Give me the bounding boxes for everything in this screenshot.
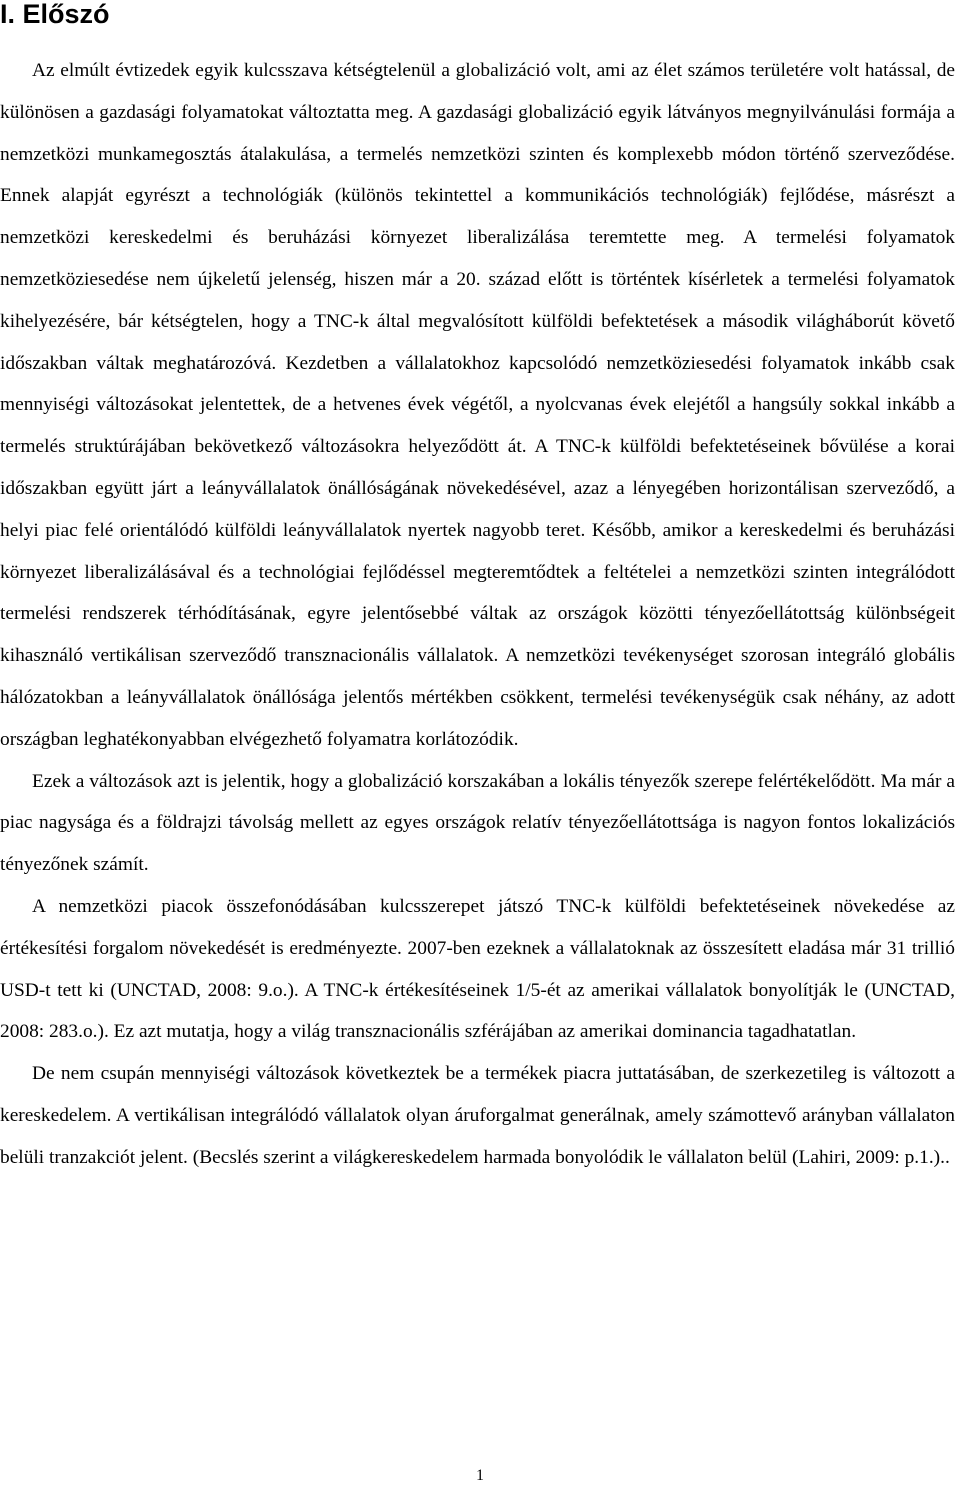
document-body [0, 50, 955, 1179]
page-number: 1 [476, 1467, 484, 1484]
paragraph-1: Az elmúlt évtizedek egyik kulcsszava kétségtelenül a globalizáció volt, ami az élet számos területére volt hatással, de különösen a gazdasági folyamatokat változtatta meg. A gazdasági globalizáció egyik látványos megnyilvánulási formája a nemzetközi munkamegosztás átalakulása, a termelés nemzetközi szinten és komplexebb módon történő szerveződése. Ennek alapját egyrészt a technológiák (különös tekintettel a kommunikációs technológiák) fejlődése, másrészt a nemzetközi kereskedelmi és beruházási környezet liberalizálása teremtette meg. A termelési folyamatok nemzetköziesedése nem újkeletű jelenség, hiszen már a 20. század előtt is történtek kísérletek a termelési folyamatok kihelyezésére, bár kétségtelen, hogy a TNC-k által megvalósított külföldi befektetések a második világháborút követő időszakban váltak meghatározóvá. Kezdetben a vállalatokhoz kapcsolódó nemzetköziesedési folyamatok inkább csak mennyiségi változásokat jelentettek, de a hetvenes évek végétől, a nyolcvanas évek elejétől a hangsúly sokkal inkább a termelés struktúrájában bekövetkező változásokra helyeződött át. A TNC-k külföldi befektetéseinek bővülése a korai időszakban együtt járt a leányvállalatok önállóságának növekedésével, azaz a lényegében horizontálisan szerveződő, a helyi piac felé orientálódó külföldi leányvállalatok nyertek nagyobb teret. Később, amikor a kereskedelmi és beruházási környezet liberalizálásával és a technológiai fejlődéssel megteremtődtek a feltételei a nemzetközi szinten integrálódott termelési rendszerek térhódításának, egyre jelentősebbé váltak az országok közötti tényezőellátottság különbségeit kihasználó vertikálisan szerveződő transznacionális vállalatok. A nemzetközi tevékenységet szorosan integráló globális hálózatokban a leányvállalatok önállósága jelentős mértékben csökkent, termelési tevékenységük csak néhány, az adott országban leghatékonyabban elvégezhető folyamatra korlátozódik. [0, 60, 955, 750]
section-heading: I. Előszó [0, 0, 110, 29]
paragraph-2: Ezek a változások azt is jelentik, hogy a globalizáció korszakában a lokális tényezők szerepe felértékelődött. Ma már a piac nagysága és a földrajzi távolság mellett az egyes országok relatív tényezőellátottsága is nagyon fontos lokalizációs tényezőnek számít. [0, 770, 955, 876]
paragraph-3: A nemzetközi piacok összefonódásában kulcsszerepet játszó TNC-k külföldi befektetéseinek növekedése az értékesítési forgalom növekedését is eredményezte. 2007-ben ezeknek a vállalatoknak az összesített eladása már 31 trillió USD-t tett ki (UNCTAD, 2008: 9.o.). A TNC-k értékesítéseinek 1/5-ét az amerikai vállalatok bonyolítják le (UNCTAD, 2008: 283.o.). Ez azt mutatja, hogy a világ transznacionális szférájában az amerikai dominancia tagadhatatlan. [0, 895, 955, 1043]
paragraph-4: De nem csupán mennyiségi változások következtek be a termékek piacra juttatásában, de szerkezetileg is változott a kereskedelem. A vertikálisan integrálódó vállalatok olyan áruforgalmat generálnak, amely számottevő arányban vállalaton belüli tranzakciót jelent. (Becslés szerint a világkereskedelem harmada bonyolódik le vállalaton belül (Lahiri, 2009: p.1.).. [0, 1063, 955, 1168]
